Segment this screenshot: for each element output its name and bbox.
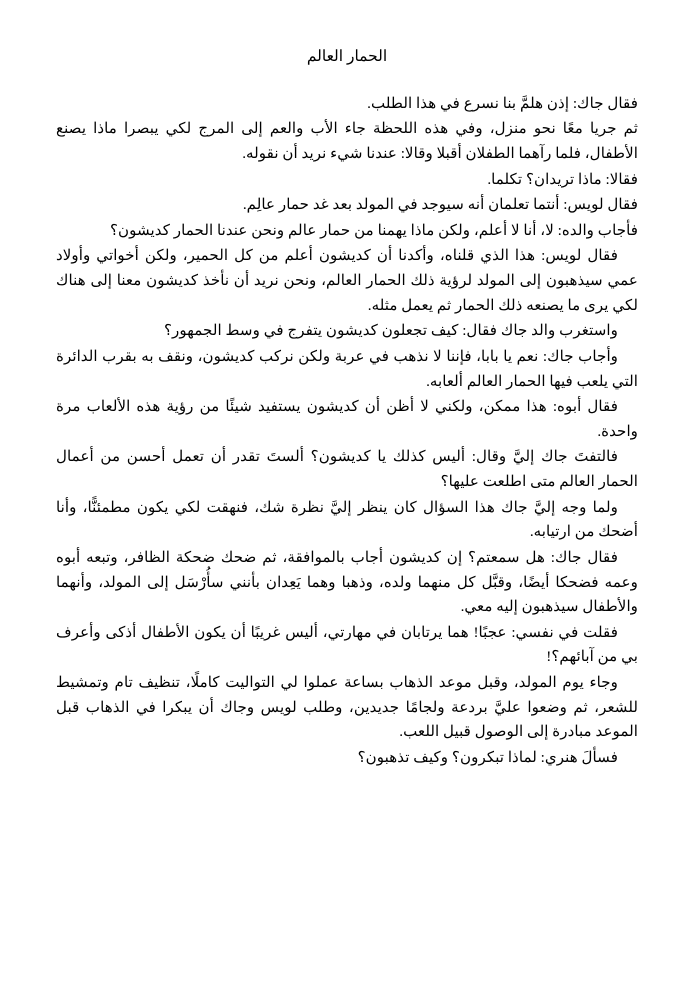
page-title: الحمار العالم — [306, 48, 388, 65]
paragraph: فقال جاك: هل سمعتم؟ إن كديشون أجاب بالموافقة، ثم ضحك ضحكة الظافر، وتبعه أبوه وعمه فضحكا أيضًا، وقبَّل كل منهما ولده، وذهبا وهما يَعِدان بأنني سأُرْسَل إلى المولد، وأنهما والأطفال سيذهبون إليه معي. — [56, 548, 638, 616]
paragraph: ثم جريا معًا نحو منزل، وفي هذه اللحظة جاء الأب والعم إلى المرج لكي يبصرا ماذا يصنع الأطفال، فلما رآهما الطفلان أقبلا وقالا: عندنا شيء نريد أن نقوله. — [56, 120, 638, 162]
paragraph: فالتفتَ جاك إليَّ وقال: أليس كذلك يا كديشون؟ ألستَ تقدر أن تعمل أحسن من أعمال الحمار العالم متى اطلعت عليها؟ — [56, 448, 638, 491]
paragraph: فقال لويس: أنتما تعلمان أنه سيوجد في المولد بعد غد حمار عالِم. — [242, 196, 638, 214]
paragraph: فقال جاك: إذن هلمَّ بنا نسرع في هذا الطلب. — [367, 94, 638, 112]
document-body — [56, 92, 638, 771]
paragraph: واستغرب والد جاك فقال: كيف تجعلون كديشون يتفرج في وسط الجمهور؟ — [164, 322, 618, 340]
paragraph: فقالا: ماذا تريدان؟ تكلما. — [487, 170, 638, 188]
paragraph: وأجاب جاك: نعم يا بابا، فإننا لا نذهب في عربة ولكن نركب كديشون، ونقف به بقرب الدائرة التي يلعب فيها الحمار العالم ألعابه. — [56, 347, 638, 390]
paragraph: ولما وجه إليَّ جاك هذا السؤال كان ينظر إليَّ نظرة شك، فنهقت لكي يكون مطمئنًّا، وأنا أضحك من ارتيابه. — [56, 498, 638, 541]
paragraph: فقال أبوه: هذا ممكن، ولكني لا أظن أن كديشون يستفيد شيئًا من رؤية هذه الألعاب مرة واحدة. — [56, 398, 638, 440]
paragraph: وجاء يوم المولد، وقبل موعد الذهاب بساعة عملوا لي التواليت كاملًا، تنظيف تام وتمشيط للشعر، ثم وضعوا عليَّ بردعة ولجامًا جديدين، وطلب لويس وجاك أن يبكرا في الذهاب قبل الموعد مبادرة إلى الوصول قبيل اللعب. — [56, 674, 638, 741]
paragraph: فسألَ هنري: لماذا تبكرون؟ وكيف تذهبون؟ — [357, 748, 618, 766]
paragraph: فقلت في نفسي: عجبًا! هما يرتابان في مهارتي، أليس غريبًا أن يكون الأطفال أذكى وأعرف بي من آبائهم؟! — [56, 623, 638, 666]
paragraph: فأجاب والده: لا، أنا لا أعلم، ولكن ماذا يهمنا من حمار عالم ونحن عندنا الحمار كديشون؟ — [109, 221, 638, 239]
paragraph: فقال لويس: هذا الذي قلناه، وأكدنا أن كديشون أعلم من كل الحمير، ولكن أخواتي وأولاد عمي سيذهبون إلى المولد لرؤية ذلك الحمار العالم، ونحن نريد أن نأخذ كديشون معنا إلى هناك لكي يرى ما يصنعه ذلك الحمار ثم يعمل مثله. — [56, 247, 638, 314]
